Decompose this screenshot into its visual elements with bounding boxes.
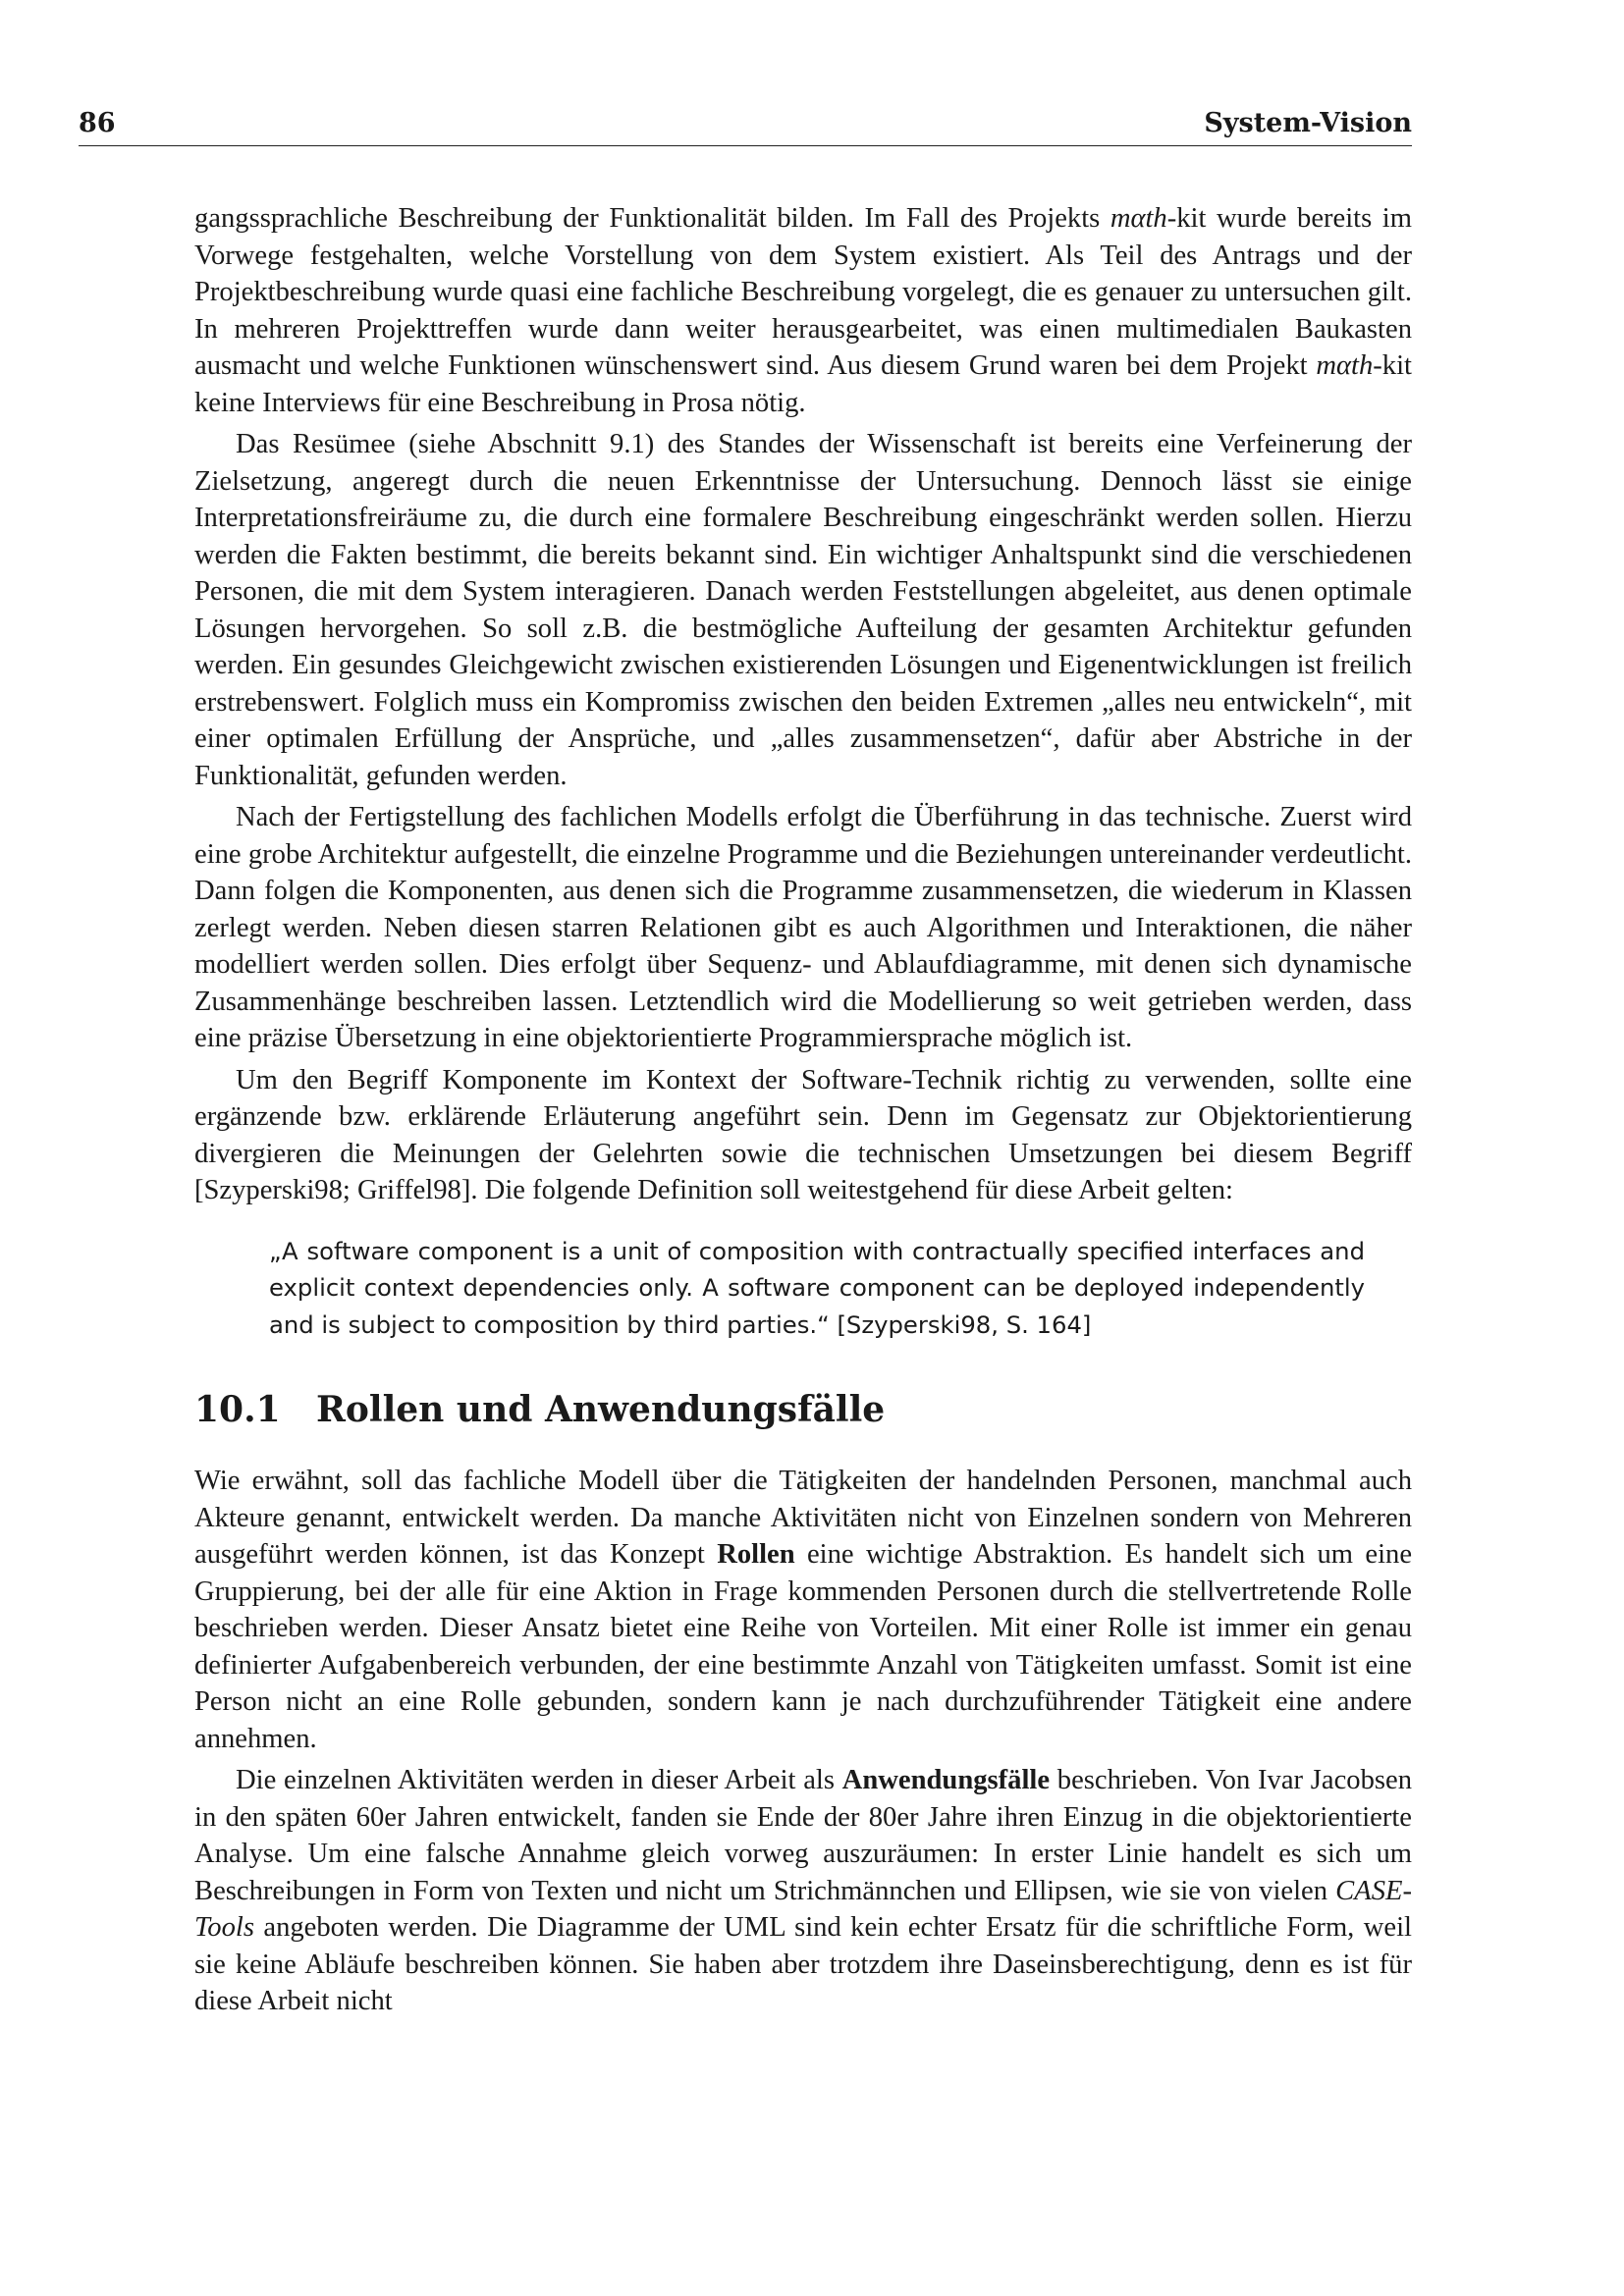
running-header bbox=[79, 106, 1412, 146]
text-run: Wie erwähnt, soll das fachliche Modell über die Tätigkeiten der handelnden Personen, manchmal auch Akteure genannt, entwickelt werden. Da manche Aktivitäten nicht von Einzelnen sondern von Mehreren ausgeführt werden können, ist das Konzept bbox=[194, 1466, 1412, 1570]
section-number: 10.1 bbox=[194, 1389, 281, 1430]
bold-term: Rollen bbox=[717, 1539, 795, 1570]
paragraph bbox=[194, 1762, 1412, 2020]
text-run: gangssprachliche Beschreibung der Funktionalität bilden. Im Fall des Projekts bbox=[194, 203, 1110, 234]
section-title: Rollen und Anwendungsfälle bbox=[316, 1389, 886, 1430]
text-run: -kit keine Interviews für eine Beschreibung in Prosa nötig. bbox=[194, 350, 1412, 418]
paragraph: Um den Begriff Komponente im Kontext der Software-Technik richtig zu verwenden, sollte eine ergänzende bzw. erklärende Erläuterung angeführt sein. Denn im Gegensatz zur Objektorientierung divergieren die Meinungen der Gelehrten sowie die technischen Umsetzungen bei diesem Begriff [Szyperski98; Griffel98]. Die folgende Definition soll weitestgehend für diese Arbeit gelten: bbox=[194, 1064, 1412, 1205]
section-heading bbox=[194, 1386, 1412, 1433]
project-name-math: mαth bbox=[1316, 350, 1374, 381]
paragraph: Nach der Fertigstellung des fachlichen Modells erfolgt die Überführung in das technische. Zuerst wird eine grobe Architektur aufgestellt, die einzelne Programme und die Beziehungen untereinander verdeutlicht. Dann folgen die Komponenten, aus denen sich die Programme zusammensetzen, die wiederum in Klassen zerlegt werden. Neben diesen starren Relationen gibt es auch Algorithmen und Interaktionen, die näher modelliert werden sollen. Dies erfolgt über Sequenz- und Ablaufdiagramme, mit denen sich dynamische Zusammenhänge beschreiben lassen. Letztendlich wird die Modellierung so weit getrieben werden, dass eine präzise Übersetzung in eine objektorientierte Programmiersprache möglich ist. bbox=[194, 802, 1412, 1053]
text-run: angeboten werden. Die Diagramme der UML sind kein echter Ersatz für die schriftliche Form, weil sie keine Abläufe beschreiben können. Sie haben aber trotzdem ihre Daseinsberechtigung, denn es ist für diese Arbeit nicht bbox=[194, 1912, 1412, 2016]
paragraph bbox=[194, 1463, 1412, 1757]
text-run: Die einzelnen Aktivitäten werden in dieser Arbeit als bbox=[236, 1765, 842, 1795]
definition-quote: „A software component is a unit of composition with contractually specified interfaces and explicit context dependencies only. A software component can be deployed independently and is subject to composition by third parties.“ [Szyperski98, S. 164] bbox=[269, 1236, 1365, 1339]
project-name-math: mαth bbox=[1110, 203, 1167, 234]
italic-term: CASE-Tools bbox=[194, 1875, 1412, 1943]
paragraph: Das Resümee (siehe Abschnitt 9.1) des Standes der Wissenschaft ist bereits eine Verfeinerung der Zielsetzung, angeregt durch die neuen Erkenntnisse der Untersuchung. Dennoch lässt sie einige Interpretationsfreiräume zu, die durch eine formalere Beschreibung eingeschränkt werden sollen. Hierzu werden die Fakten bestimmt, die bereits bekannt sind. Ein wichtiger Anhaltspunkt sind die verschiedenen Personen, die mit dem System interagieren. Danach werden Feststellungen abgeleitet, aus denen optimale Lösungen hervorgehen. So soll z.B. die bestmögliche Aufteilung der gesamten Architektur gefunden werden. Ein gesundes Gleichgewicht zwischen existierenden Lösungen und Eigenentwicklungen ist freilich erstrebenswert. Folglich muss ein Kompromiss zwischen den beiden Extremen „alles neu entwickeln“, mit einer optimalen Erfüllung der Ansprüche, und „alles zusammensetzen“, dafür aber Abstriche in der Funktionalität, gefunden werden. bbox=[194, 429, 1412, 791]
paragraph-continuation bbox=[194, 200, 1412, 421]
running-title: System-Vision bbox=[1204, 108, 1412, 138]
text-run: eine wichtige Abstraktion. Es handelt sich um eine Gruppierung, bei der alle für eine Aktion in Frage kommenden Personen durch die stellvertretende Rolle beschrieben werden. Dieser Ansatz bietet eine Reihe von Vorteilen. Mit einer Rolle ist immer ein genau definierter Aufgabenbereich verbunden, der eine bestimmte Anzahl von Tätigkeiten umfasst. Somit ist eine Person nicht an eine Rolle gebunden, sondern kann je nach durchzuführender Tätigkeit eine andere annehmen. bbox=[194, 1539, 1413, 1754]
page-number: 86 bbox=[79, 108, 116, 138]
bold-term: Anwendungsfälle bbox=[841, 1765, 1051, 1795]
main-text bbox=[194, 200, 1412, 2020]
text-run: beschrieben. Von Ivar Jacobsen in den späten 60er Jahren entwickelt, fanden sie Ende der 80er Jahre ihren Einzug in die objektorientierte Analyse. Um eine falsche Annahme gleich vorweg auszuräumen: In erster Linie handelt es sich um Beschreibungen in Form von Texten und nicht um Strichmännchen und Ellipsen, wie sie von vielen bbox=[194, 1765, 1412, 1906]
text-run: -kit wurde bereits im Vorwege festgehalten, welche Vorstellung von dem System existiert. Als Teil des Antrags und der Projektbeschreibung wurde quasi eine fachliche Beschreibung vorgelegt, die es genauer zu untersuchen gilt. In mehreren Projekttreffen wurde dann weiter herausgearbeitet, was einen multimedialen Baukasten ausmacht und welche Funktionen wünschenswert sind. Aus diesem Grund waren bei dem Projekt bbox=[194, 203, 1412, 381]
